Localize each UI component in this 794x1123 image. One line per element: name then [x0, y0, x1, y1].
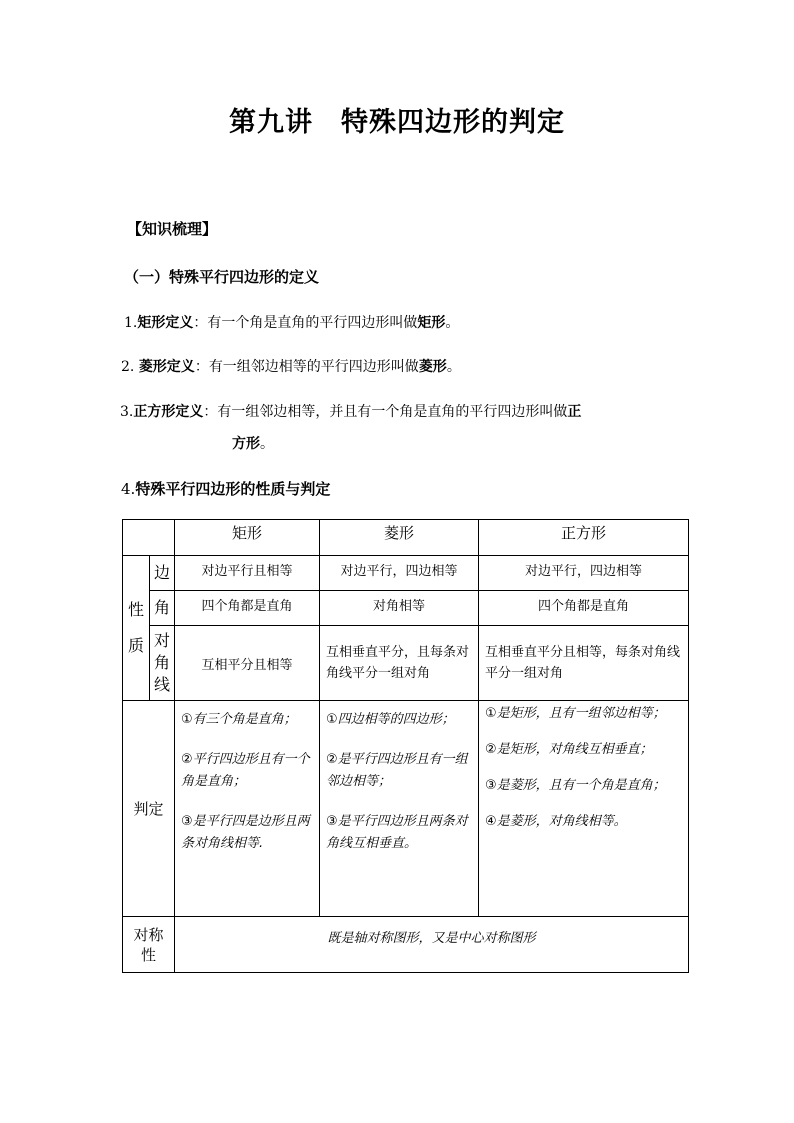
table-row — [123, 591, 689, 626]
table-cell: 四个角都是直角 — [175, 591, 320, 626]
table-cell: 对边平行且相等 — [175, 556, 320, 591]
table-cell: 互相垂直平分，且每条对角线平分一组对角 — [320, 626, 479, 701]
table-cell: 四个角都是直角 — [479, 591, 689, 626]
table-cell: 对边平行，四边相等 — [320, 556, 479, 591]
judge-row — [123, 701, 689, 917]
header-rhombus: 菱形 — [320, 520, 479, 556]
table-cell: 互相平分且相等 — [175, 626, 320, 701]
table-row — [123, 556, 689, 591]
table-cell: 对边平行，四边相等 — [479, 556, 689, 591]
table-cell: 互相垂直平分且相等，每条对角线平分一组对角 — [479, 626, 689, 701]
row-label-side: 边 — [150, 556, 175, 591]
row-label-diagonal: 对 角 线 — [150, 626, 175, 701]
table-cell: 对角相等 — [320, 591, 479, 626]
table-row — [123, 626, 689, 701]
definition-square-cont: 方形。 — [232, 436, 274, 452]
symmetry-label: 对称 性 — [123, 917, 175, 973]
item4-heading: 4.特殊平行四边形的性质与判定 — [121, 480, 331, 498]
definition-rhombus: 2. 菱形定义：有一组邻边相等的平行四边形叫做菱形。 — [121, 359, 461, 375]
header-rect: 矩形 — [175, 520, 320, 556]
section-heading: 【知识梳理】 — [127, 220, 218, 238]
corner-cell — [123, 520, 175, 556]
definition-square: 3.正方形定义：有一组邻边相等，并且有一个角是直角的平行四边形叫做正 — [120, 404, 582, 420]
judge-label: 判定 — [123, 701, 175, 917]
properties-table — [122, 519, 689, 973]
symmetry-text: 既是轴对称图形，又是中心对称图形 — [175, 917, 689, 973]
property-label: 性 质 — [123, 556, 150, 701]
header-square: 正方形 — [479, 520, 689, 556]
symmetry-row — [123, 917, 689, 973]
table-header-row — [123, 520, 689, 556]
page-title: 第九讲 特殊四边形的判定 — [229, 107, 565, 138]
definition-rectangle: 1.矩形定义：有一个角是直角的平行四边形叫做矩形。 — [124, 315, 460, 331]
subsection-heading: （一）特殊平行四边形的定义 — [124, 268, 320, 286]
judge-rhombus: ①四边相等的四边形； ②是平行四边形且有一组邻边相等； ③是平行四边形且两条对角线互相垂直。 — [320, 701, 479, 917]
judge-square: ①是矩形，且有一组邻边相等； ②是矩形，对角线互相垂直； ③是菱形，且有一个角是直角； ④是菱形，对角线相等。 — [479, 701, 689, 917]
judge-rect: ①有三个角是直角； ②平行四边形且有一个角是直角； ③是平行四是边形且两条对角线相等. — [175, 701, 320, 917]
row-label-angle: 角 — [150, 591, 175, 626]
